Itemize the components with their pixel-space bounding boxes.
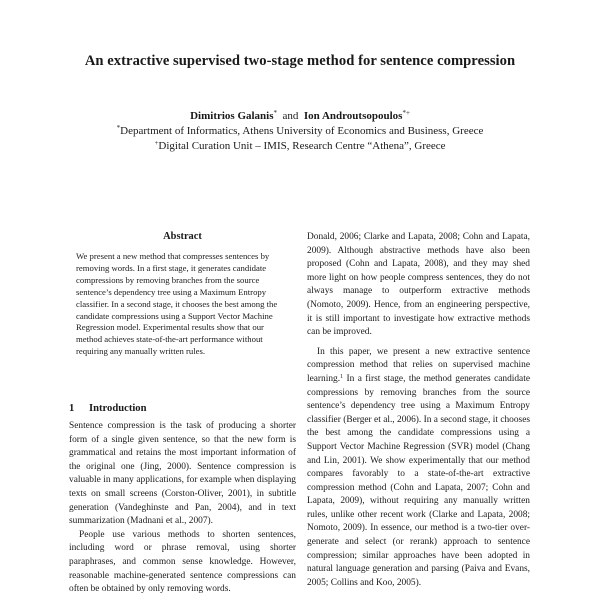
intro-section-title: Introduction <box>89 403 147 414</box>
affiliation-2-prefix: Digital Curation Unit – <box>158 140 264 152</box>
author-names <box>0 109 600 124</box>
footnote-marker: 1 <box>340 373 344 380</box>
author-conjunction: and <box>282 110 299 122</box>
intro-section-number: 1 <box>69 403 75 414</box>
author-1-name: Dimitrios Galanis <box>190 110 274 122</box>
abstract-heading: Abstract <box>163 231 202 242</box>
left-column-body <box>69 420 296 597</box>
affiliation-1-mark: * <box>116 124 121 132</box>
right-paragraph-2 <box>307 346 530 591</box>
author-2-name: Ion Androutsopoulos <box>303 110 403 122</box>
right-column-body <box>307 231 530 590</box>
intro-paragraph-2: People use various methods to shorten sentences, including word or phrase removal, using shorter paraphrases, and common sense knowledge. However, reasonable machine-generated sentence compressions can often be obtained by only removing words. <box>69 529 296 595</box>
intro-paragraph-1: Sentence compression is the task of producing a shorter form of a single given sentence, so that the new form is grammatical and retains the most important information of the original one (Jing, 2000). Sentence compression is valuable in many applications, for example when displaying texts on small screens (Corston-Oliver, 2001), in subtitle generation (Vandeghinste and Pan, 2004), and in text summarization (Madnani et al., 2007). <box>69 421 296 527</box>
svr-acronym: SVR <box>451 441 470 452</box>
author-block <box>0 109 600 154</box>
affiliation-1 <box>0 124 600 139</box>
affiliation-1-text: Department of Informatics, Athens University of Economics and Business, Greece <box>120 125 484 137</box>
author-2-mark: *+ <box>402 109 410 117</box>
affiliation-2-suffix: , Research Centre “Athena”, Greece <box>286 140 446 152</box>
right-paragraph-1: Donald, 2006; Clarke and Lapata, 2008; Cohn and Lapata, 2009). Although abstractive methods have also been proposed (Cohn and Lapata, 2008), and they may shed more light on how people compress sentences, they do not always manage to outperform extractive methods (Nomoto, 2009). Hence, from an engineering perspective, it is still important to investigate how extractive methods can be improved. <box>307 232 530 338</box>
right-paragraph-2-part-1: In this paper, we present a new extractive sentence compression method that relies on supervised machine learning. <box>307 346 530 384</box>
abstract-text: We present a new method that compresses sentences by removing words. In a first stage, it generates candidate compressions by removing branches from the source sentence’s dependency tree using a Maximum Entropy classifier. In a second stage, it chooses the best among the candidate compressions using a Support Vector Machine Regression model. Experimental results show that our method achieves state-of-the-art performance without requiring any manually written rules. <box>76 251 278 357</box>
right-paragraph-2-part-2: In a first stage, the method generates candidate compressions by removing branches from the source sentence’s dependency tree using a Maximum Entropy classifier (Berger et al., 2006). In a second stage, it chooses the best among the candidate compressions using a Support Vector Machine Regression ( <box>307 373 530 452</box>
affiliation-2 <box>0 139 600 154</box>
affiliation-2-institute: IMIS <box>263 140 287 152</box>
affiliation-2-mark: + <box>154 139 159 147</box>
paper-title: An extractive supervised two-stage method for sentence compression <box>84 53 516 69</box>
author-1-mark: * <box>273 109 278 117</box>
intro-section-heading <box>69 403 147 414</box>
right-paragraph-2-part-3: ) model (Chang and Lin, 2001). We show experimentally that our method compares favorably to a state-of-the-art extractive compression method (Cohn and Lapata, 2007; Cohn and Lapata, 2009), without requiring any manually written rules, unlike other recent work (Clarke and Lapata, 2008; Nomoto, 2009). In essence, our method is a two-tier over-generate and select (or rerank) approach to sentence compression; similar approaches have been adopted in natural language generation and parsing (Paiva and Evans, 2005; Collins and Koo, 2005). <box>307 441 530 588</box>
